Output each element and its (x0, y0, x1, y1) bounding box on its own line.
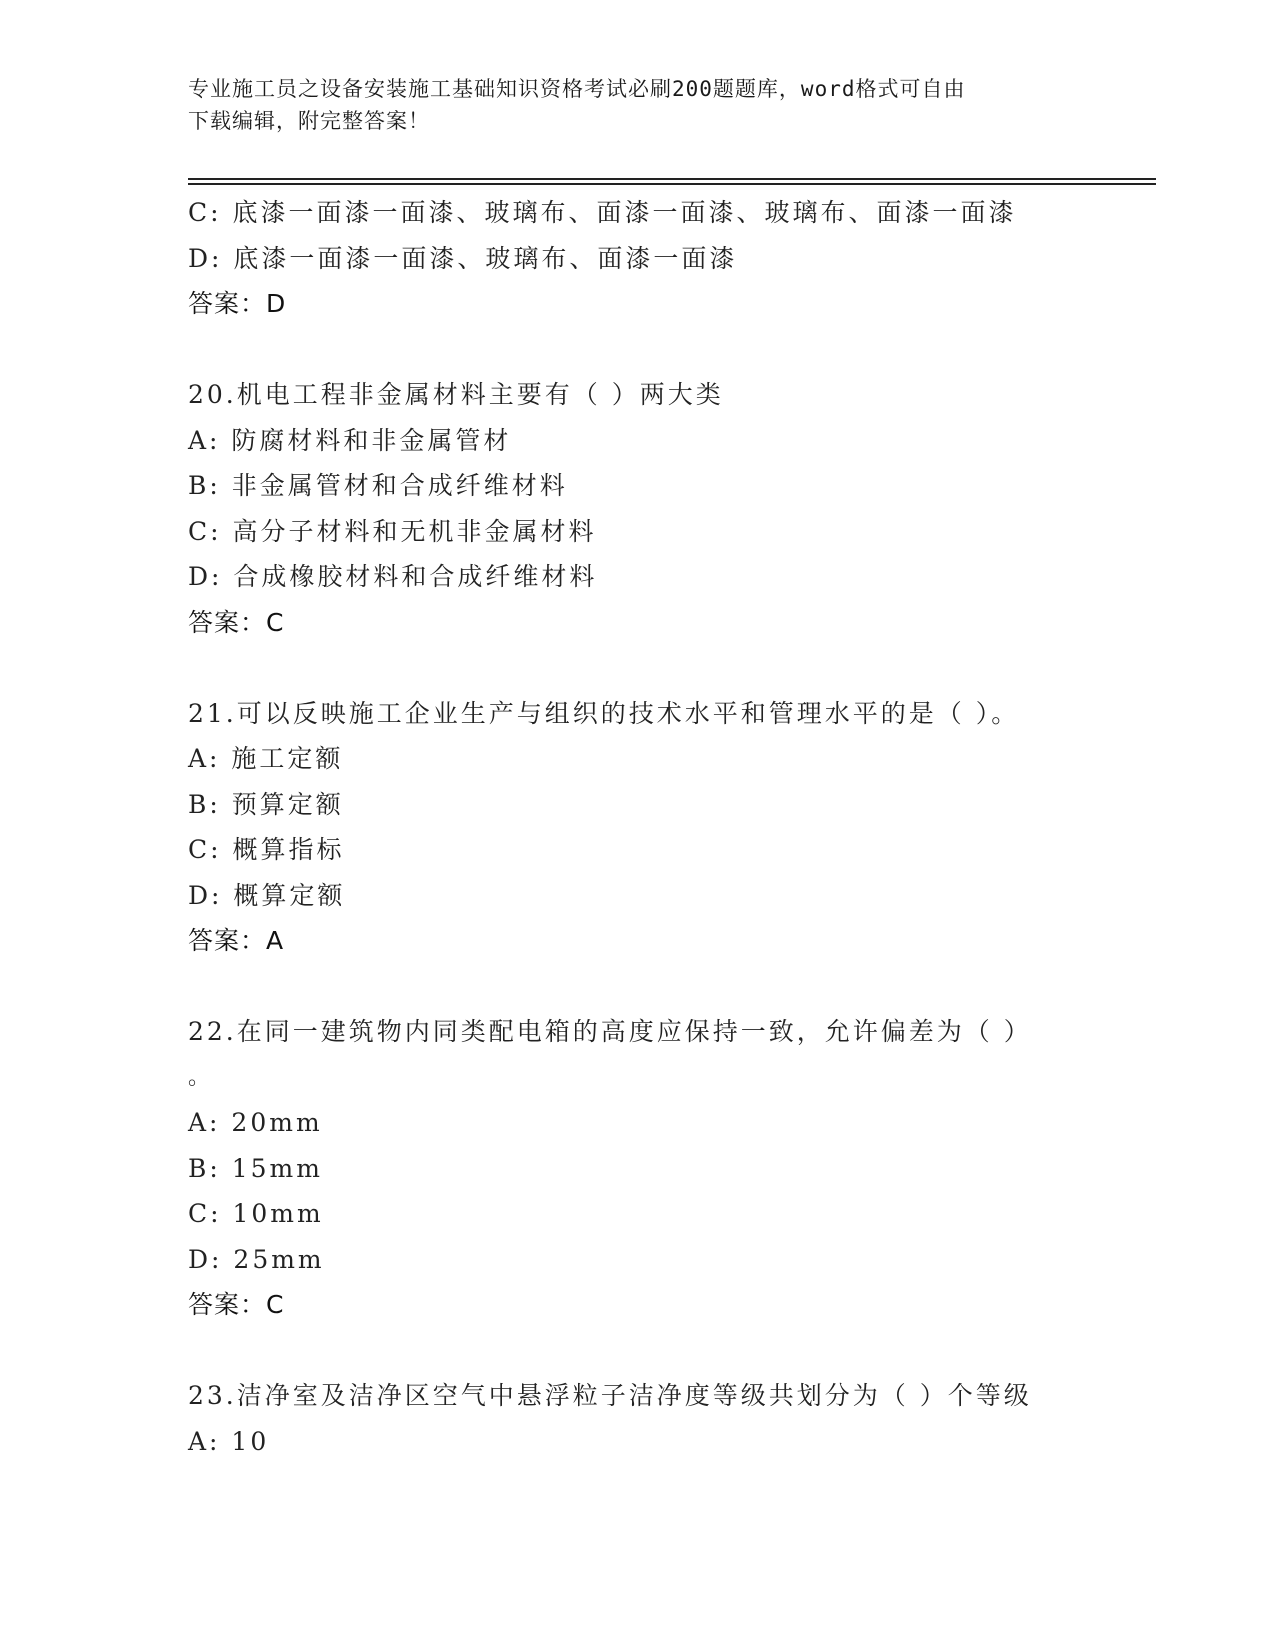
answer: 答案：C (188, 607, 285, 637)
option-a: A: 施工定额 (188, 744, 344, 773)
question-text: 20.机电工程非金属材料主要有（ ）两大类 (188, 380, 724, 409)
option-c: C: 高分子材料和无机非金属材料 (188, 516, 597, 546)
header-title-line1: 专业施工员之设备安装施工基础知识资格考试必刷200题题库，word格式可自由 (188, 77, 966, 101)
question-21 (188, 691, 1168, 964)
option-a: A: 防腐材料和非金属管材 (188, 425, 512, 455)
question-22 (188, 1009, 1168, 1328)
option-b: B: 预算定额 (188, 789, 344, 819)
question-text-continuation: 。 (188, 1064, 214, 1090)
question-text: 22.在同一建筑物内同类配电箱的高度应保持一致，允许偏差为（ ） (188, 1017, 1032, 1046)
document-header (188, 73, 1068, 137)
header-divider-bottom (188, 183, 1156, 185)
question-text: 21.可以反映施工企业生产与组织的技术水平和管理水平的是（ ）。 (188, 698, 1020, 728)
option-c: C: 概算指标 (188, 835, 345, 864)
question-20 (188, 372, 1168, 645)
option-d: D: 25mm (188, 1244, 325, 1274)
question-19 (188, 190, 1168, 327)
option-b: B: 非金属管材和合成纤维材料 (188, 471, 568, 500)
header-divider-top (188, 178, 1156, 180)
option-d: D: 概算定额 (188, 880, 346, 910)
option-d: D: 合成橡胶材料和合成纤维材料 (188, 562, 598, 591)
question-list (188, 190, 1168, 1464)
option-c: C: 底漆一面漆一面漆、玻璃布、面漆一面漆、玻璃布、面漆一面漆 (188, 198, 1017, 227)
header-title-line2: 下载编辑，附完整答案！ (188, 109, 430, 133)
option-d: D: 底漆一面漆一面漆、玻璃布、面漆一面漆 (188, 243, 738, 273)
option-c: C: 10mm (188, 1199, 324, 1228)
answer: 答案：C (188, 1290, 285, 1319)
question-23 (188, 1373, 1168, 1464)
answer: 答案：D (188, 289, 287, 318)
answer: 答案：A (188, 926, 285, 955)
option-b: B: 15mm (188, 1153, 323, 1183)
option-a: A: 20mm (188, 1108, 323, 1137)
question-text: 23.洁净室及洁净区空气中悬浮粒子洁净度等级共划分为（ ）个等级 (188, 1381, 1032, 1410)
option-a: A: 10 (188, 1426, 270, 1456)
